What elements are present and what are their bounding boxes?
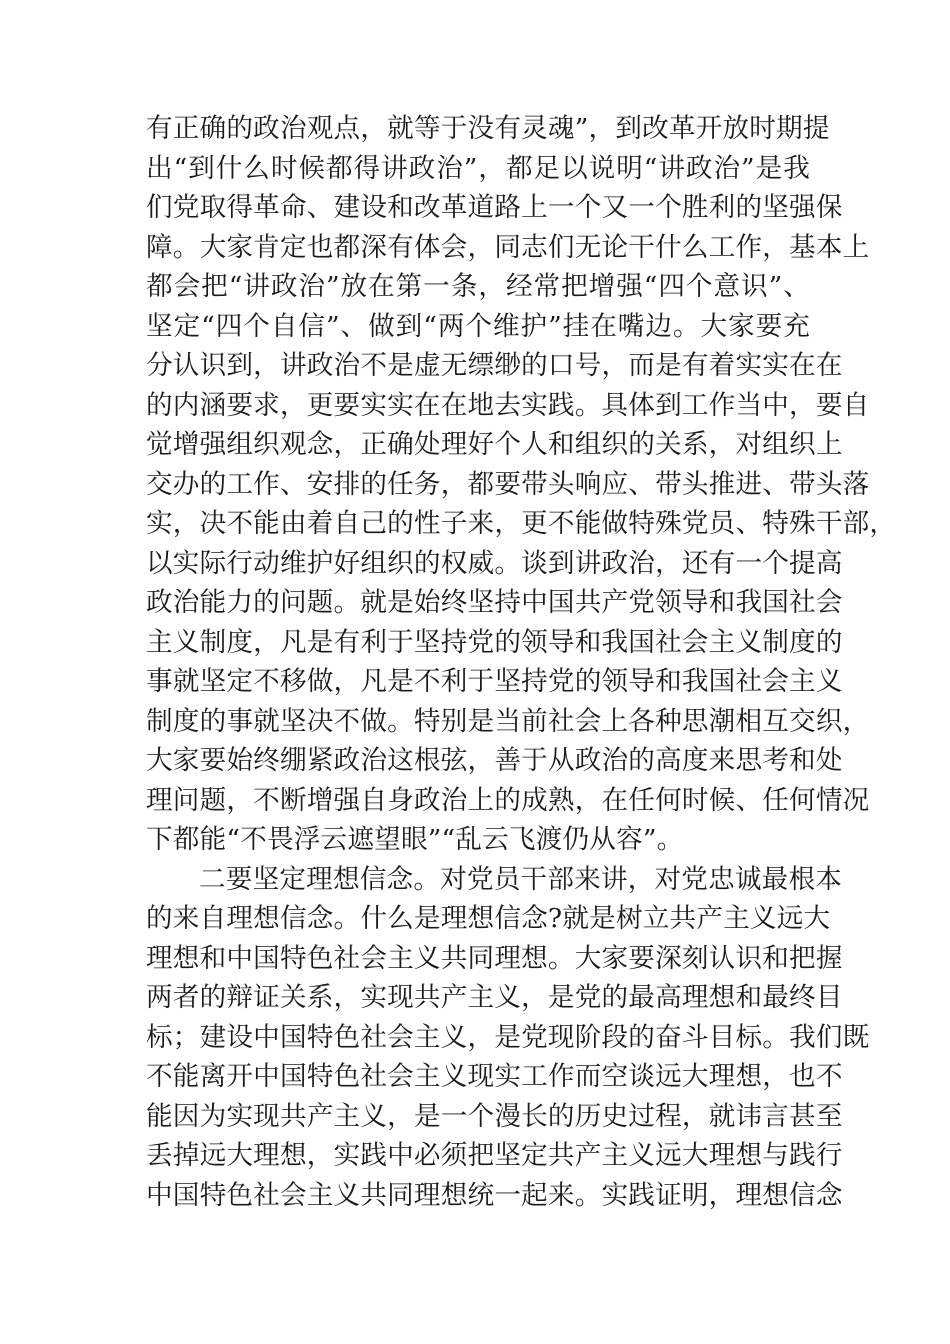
text-line: 的来自理想信念。什么是理想信念?就是树立共产主义远大 [146, 903, 831, 934]
text-line: 交办的工作、安排的任务，都要带头响应、带头推进、带头落 [146, 468, 870, 500]
text-line: 实，决不能由着自己的性子来，更不能做特殊党员、特殊干部， [146, 508, 897, 539]
text-line: 出“到什么时候都得讲政治”，都足以说明“讲政治”是我 [146, 152, 810, 184]
text-line: 分认识到，讲政治不是虚无缥缈的口号，而是有着实实在在 [146, 350, 843, 381]
text-line: 理想和中国特色社会主义共同理想。大家要深刻认识和把握 [146, 942, 843, 974]
text-line: 不能离开中国特色社会主义现实工作而空谈远大理想，也不 [146, 1061, 843, 1092]
text-line: 有正确的政治观点，就等于没有灵魂”，到改革开放时期提 [146, 113, 830, 144]
text-line: 障。大家肯定也都深有体会，同志们无论干什么工作，基本上 [146, 231, 870, 263]
text-line: 理问题，不断增强自身政治上的成熟，在任何时候、任何情况 [146, 784, 870, 816]
text-line: 的内涵要求，更要实实在在地去实践。具体到工作当中，要自 [146, 389, 870, 421]
text-line: 们党取得革命、建设和改革道路上一个又一个胜利的坚强保 [146, 192, 843, 223]
text-line: 觉增强组织观念，正确处理好个人和组织的关系，对组织上 [146, 429, 843, 460]
paragraph-start-line: 二要坚定理想信念。对党员干部来讲，对党忠诚最根本 [199, 863, 843, 895]
text-line: 能因为实现共产主义，是一个漫长的历史过程，就讳言甚至 [146, 1100, 843, 1132]
text-line: 以实际行动维护好组织的权威。谈到讲政治，还有一个提高 [146, 547, 843, 579]
text-line: 两者的辩证关系，实现共产主义，是党的最高理想和最终目 [146, 982, 843, 1013]
text-line: 主义制度，凡是有利于坚持党的领导和我国社会主义制度的 [146, 626, 843, 658]
text-line: 都会把“讲政治”放在第一条，经常把增强“四个意识”、 [146, 271, 810, 302]
text-line: 事就坚定不移做，凡是不利于坚持党的领导和我国社会主义 [146, 666, 843, 697]
body-text [146, 109, 897, 1215]
text-line: 坚定“四个自信”、做到“两个维护”挂在嘴边。大家要充 [146, 310, 810, 342]
text-line: 中国特色社会主义共同理想统一起来。实践证明，理想信念 [146, 1179, 843, 1211]
text-line: 下都能“不畏浮云遮望眼”“乱云飞渡仍从容”。 [146, 824, 684, 855]
text-line: 大家要始终绷紧政治这根弦，善于从政治的高度来思考和处 [146, 745, 843, 776]
text-line: 标；建设中国特色社会主义，是党现阶段的奋斗目标。我们既 [146, 1021, 870, 1053]
text-line: 政治能力的问题。就是始终坚持中国共产党领导和我国社会 [146, 587, 843, 618]
text-line: 丢掉远大理想，实践中必须把坚定共产主义远大理想与践行 [146, 1140, 843, 1171]
text-line: 制度的事就坚决不做。特别是当前社会上各种思潮相互交织， [146, 705, 870, 737]
